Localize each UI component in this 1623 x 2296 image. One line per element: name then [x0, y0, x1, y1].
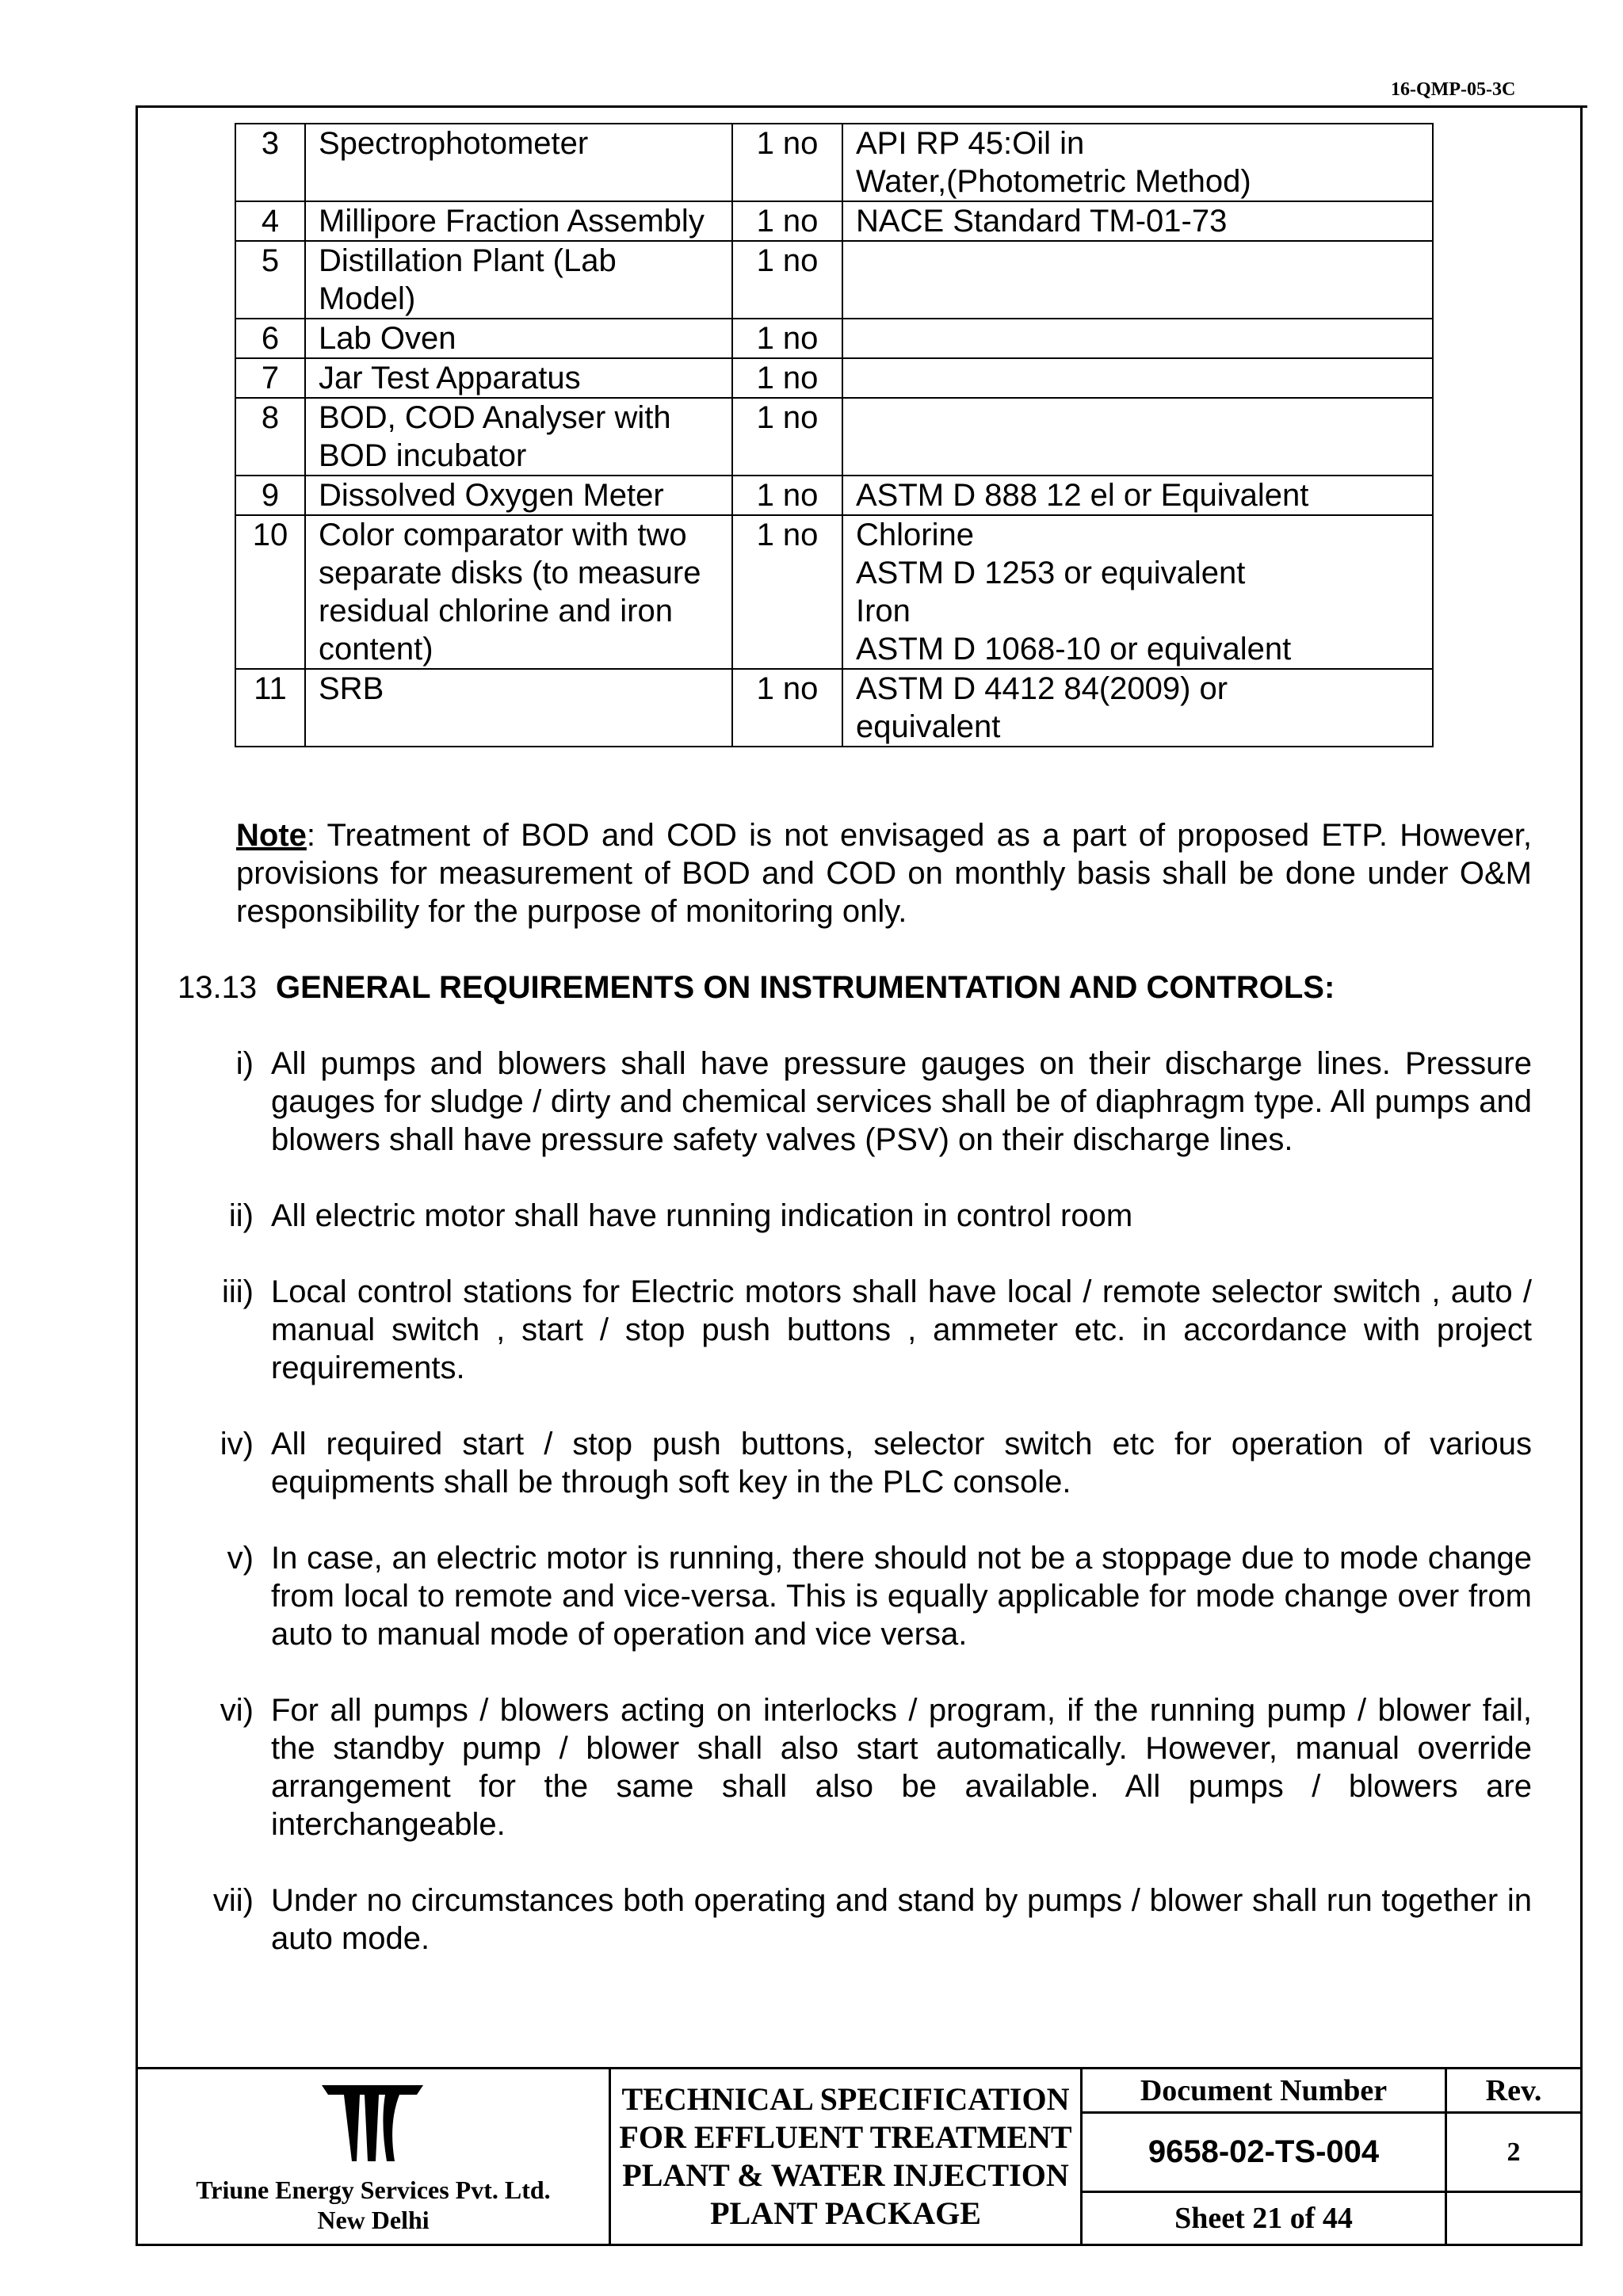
standard: API RP 45:Oil in Water,(Photometric Method): [842, 124, 1433, 201]
title-block: [136, 2067, 1583, 2246]
quantity: 1 no: [732, 669, 842, 747]
note-colon: :: [306, 818, 327, 853]
list-item-marker: iii): [222, 1274, 254, 1309]
document-title-line: PLANT & WATER INJECTION: [622, 2157, 1069, 2193]
document-title-line: PLANT PACKAGE: [710, 2195, 981, 2231]
note-text: Treatment of BOD and COD is not envisaged as a part of proposed ETP. However, provisions for measurement of BOD and COD on monthly basis shall be done under O&M responsibility for the purpose of monitoring only.: [236, 818, 1533, 929]
standard: [842, 398, 1433, 476]
doc-number-label: Document Number: [1083, 2069, 1447, 2114]
document-info-cell: [1083, 2069, 1580, 2244]
list-item-text: For all pumps / blowers acting on interlocks / program, if the running pump / blower fail, the standby pump / blower shall also start automatically. However, manual override arrangement for the same shall also be available. All pumps / blowers are interchangeable.: [271, 1693, 1532, 1842]
standard: [842, 319, 1433, 358]
standard: ASTM D 4412 84(2009) or equivalent: [842, 669, 1433, 747]
list-item-marker: v): [227, 1541, 254, 1576]
list-item: [197, 1539, 1532, 1653]
quantity: 1 no: [732, 124, 842, 201]
row-number: 5: [235, 241, 305, 319]
list-item-marker: iv): [220, 1427, 254, 1461]
row-number: 6: [235, 319, 305, 358]
table-row: [235, 241, 1433, 319]
list-item: [197, 1045, 1532, 1159]
list-item-marker: vii): [212, 1883, 254, 1918]
equipment-name: Distillation Plant (Lab Model): [305, 241, 732, 319]
company-name: Triune Energy Services Pvt. Ltd.: [196, 2176, 551, 2204]
table-row: [235, 201, 1433, 241]
list-item: [197, 1273, 1532, 1387]
header-rule: [137, 105, 1587, 108]
list-item-text: All required start / stop push buttons, selector switch etc for operation of various equipments shall be through soft key in the PLC console.: [271, 1427, 1532, 1499]
row-number: 10: [235, 515, 305, 669]
list-item-marker: ii): [228, 1198, 254, 1233]
standard: NACE Standard TM-01-73: [842, 201, 1433, 241]
table-row: [235, 319, 1433, 358]
table-row: [235, 124, 1433, 201]
list-item-text: All pumps and blowers shall have pressure gauges on their discharge lines. Pressure gauges for sludge / dirty and chemical services shall be of diaphragm type. All pumps and blowers shall have pressure safety valves (PSV) on their discharge lines.: [271, 1046, 1532, 1157]
section-title: GENERAL REQUIREMENTS ON INSTRUMENTATION AND CONTROLS:: [276, 970, 1335, 1005]
equipment-name: Millipore Fraction Assembly: [305, 201, 732, 241]
equipment-name: Spectrophotometer: [305, 124, 732, 201]
standard: Chlorine ASTM D 1253 or equivalent Iron ASTM D 1068-10 or equivalent: [842, 515, 1433, 669]
sheet-number: Sheet 21 of 44: [1083, 2193, 1447, 2244]
document-title-line: TECHNICAL SPECIFICATION: [621, 2081, 1070, 2117]
table-row: [235, 515, 1433, 669]
equipment-name: Jar Test Apparatus: [305, 358, 732, 398]
quantity: 1 no: [732, 241, 842, 319]
document-title-cell: [611, 2069, 1083, 2244]
table-row: [235, 476, 1433, 515]
standard: ASTM D 888 12 el or Equivalent: [842, 476, 1433, 515]
company-cell: [138, 2069, 611, 2244]
list-item: [197, 1691, 1532, 1843]
equipment-name: Color comparator with two separate disks (to measure residual chlorine and iron content): [305, 515, 732, 669]
equipment-name: SRB: [305, 669, 732, 747]
quantity: 1 no: [732, 319, 842, 358]
table-row: [235, 358, 1433, 398]
rev-label: Rev.: [1447, 2069, 1580, 2114]
quantity: 1 no: [732, 398, 842, 476]
table-row: [235, 669, 1433, 747]
company-logo-icon: [320, 2084, 425, 2163]
quantity: 1 no: [732, 201, 842, 241]
list-item-text: Local control stations for Electric motors shall have local / remote selector switch , auto / manual switch , start / stop push buttons , ammeter etc. in accordance with project requirements.: [271, 1274, 1532, 1385]
rev-value: 2: [1447, 2114, 1580, 2193]
list-item: [197, 1881, 1532, 1958]
equipment-name: BOD, COD Analyser with BOD incubator: [305, 398, 732, 476]
doc-number: 9658-02-TS-004: [1083, 2114, 1447, 2193]
equipment-table: [235, 123, 1434, 747]
list-item: [197, 1425, 1532, 1501]
note-paragraph: [236, 816, 1532, 930]
section-number: 13.13: [178, 970, 258, 1005]
equipment-name: Lab Oven: [305, 319, 732, 358]
section-heading: [178, 968, 1335, 1007]
list-item-text: In case, an electric motor is running, there should not be a stoppage due to mode change from local to remote and vice-versa. This is equally applicable for mode change over from auto to manual mode of operation and vice versa.: [271, 1541, 1532, 1652]
list-item-marker: i): [235, 1046, 254, 1081]
company-city: New Delhi: [317, 2206, 430, 2234]
frame-right-border: [1580, 105, 1583, 2084]
equipment-name: Dissolved Oxygen Meter: [305, 476, 732, 515]
row-number: 7: [235, 358, 305, 398]
frame-left-border: [136, 105, 138, 2084]
list-item: [197, 1197, 1532, 1235]
note-label: Note: [236, 818, 307, 853]
row-number: 3: [235, 124, 305, 201]
row-number: 9: [235, 476, 305, 515]
row-number: 8: [235, 398, 305, 476]
quantity: 1 no: [732, 358, 842, 398]
standard: [842, 241, 1433, 319]
quantity: 1 no: [732, 515, 842, 669]
standard: [842, 358, 1433, 398]
quantity: 1 no: [732, 476, 842, 515]
requirements-list: [197, 1045, 1532, 1996]
list-item-marker: vi): [220, 1693, 254, 1728]
list-item-text: Under no circumstances both operating and stand by pumps / blower shall run together in auto mode.: [271, 1883, 1532, 1956]
document-title-line: FOR EFFLUENT TREATMENT: [619, 2119, 1072, 2155]
document-code: 16-QMP-05-3C: [1391, 79, 1516, 100]
row-number: 11: [235, 669, 305, 747]
list-item-text: All electric motor shall have running indication in control room: [271, 1198, 1133, 1233]
table-row: [235, 398, 1433, 476]
row-number: 4: [235, 201, 305, 241]
